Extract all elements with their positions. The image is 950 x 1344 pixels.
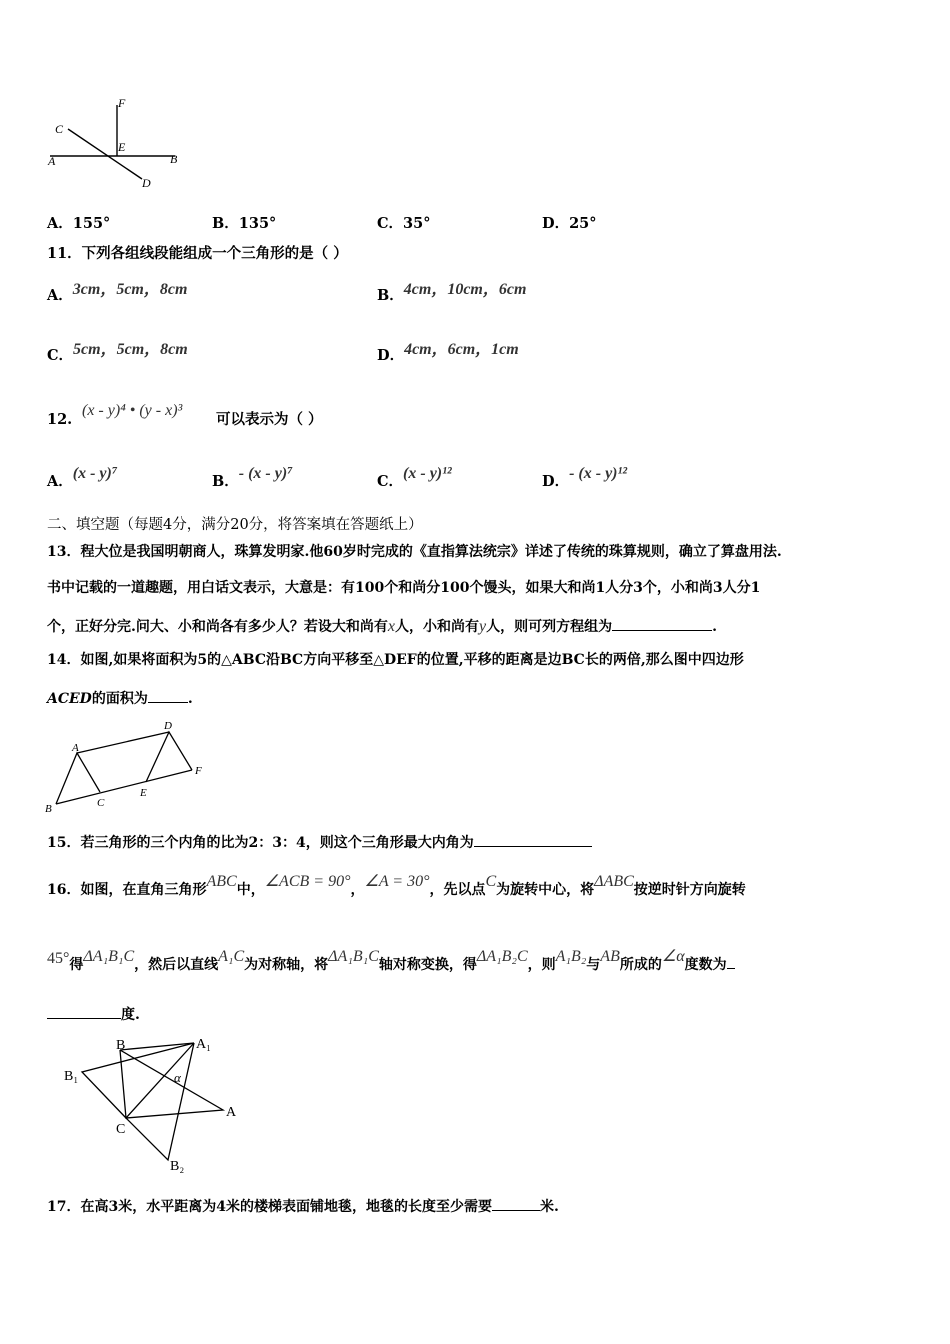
q14-segment-bf bbox=[56, 770, 192, 804]
q16-line1: 16．如图，在直角三角形ABC中，∠ACB = 90°，∠A = 30°，先以点C为旋转中心，将ΔABC按逆时针方向旋转 bbox=[47, 873, 746, 898]
q14-label-f: F bbox=[195, 765, 202, 777]
q14-label-c: C bbox=[97, 797, 105, 809]
q12-num: 12. bbox=[47, 411, 73, 428]
q11-option-a: A．3cm，5cm，8cm bbox=[47, 281, 188, 304]
q11-option-c: C．5cm，5cm，8cm bbox=[47, 341, 188, 364]
q16-label-a1: A₁ bbox=[196, 1037, 211, 1052]
q16-answer-blank-start[interactable] bbox=[727, 954, 735, 969]
q16-label-b2: B₂ bbox=[170, 1159, 185, 1174]
line-cd bbox=[68, 129, 142, 179]
q16-label-b: B bbox=[116, 1038, 126, 1053]
q10-option-a: A．155° bbox=[47, 215, 111, 232]
q14-segment-ad bbox=[77, 732, 169, 753]
q13-line1: 13．程大位是我国明朝商人，珠算发明家.他60岁时完成的《直指算法统宗》详述了传统的珠算规则，确立了算盘用法. bbox=[47, 544, 782, 560]
q14-label-e: E bbox=[140, 787, 147, 799]
label-b: B bbox=[170, 152, 178, 166]
q17-answer-blank[interactable] bbox=[492, 1196, 540, 1211]
q15-answer-blank[interactable] bbox=[474, 832, 592, 847]
label-e: E bbox=[118, 140, 126, 154]
q10-figure bbox=[40, 95, 200, 195]
q14-label-b: B bbox=[45, 803, 52, 815]
q11-option-d: D．4cm，6cm，1cm bbox=[377, 341, 519, 364]
q16-triangle-a1b2c bbox=[126, 1043, 194, 1160]
q12-option-a: A．(x - y)⁷ bbox=[47, 465, 118, 490]
q14-triangle-abc bbox=[56, 753, 100, 804]
label-d: D bbox=[142, 176, 151, 190]
q16-figure bbox=[60, 1030, 250, 1175]
q10-option-b: B．135° bbox=[212, 215, 277, 232]
section-2-heading: 二、填空题（每题4分，满分20分，将答案填在答题纸上） bbox=[47, 517, 423, 533]
q12-expression: (x - y)⁴ • (y - x)³ bbox=[82, 402, 183, 419]
q14-label-d: D bbox=[164, 720, 172, 732]
q16-line2: 45°得ΔA₁B₁C，然后以直线A₁C为对称轴，将ΔA₁B₁C轴对称变换，得ΔA₁B₂C，则A₁B₂与AB所成的∠α度数为 bbox=[47, 954, 735, 975]
q13-answer-blank[interactable] bbox=[612, 616, 712, 631]
label-c: C bbox=[55, 122, 64, 136]
q12-tail: 可以表示为（ ） bbox=[216, 411, 323, 428]
q10-option-c: C．35° bbox=[377, 215, 431, 232]
q16-answer-blank[interactable] bbox=[47, 1004, 121, 1019]
q14-label-a: A bbox=[72, 742, 79, 754]
label-f: F bbox=[118, 96, 126, 110]
q16-label-alpha: α bbox=[174, 1070, 181, 1085]
q10-option-d: D．25° bbox=[542, 215, 597, 232]
q14-line2: ACED的面积为 . bbox=[47, 688, 193, 709]
q11-stem: 11．下列各组线段能组成一个三角形的是（ ） bbox=[47, 245, 348, 262]
q12-option-c: C．(x - y)¹² bbox=[377, 465, 452, 490]
q16-label-b1: B₁ bbox=[64, 1069, 79, 1084]
q14-triangle-def bbox=[146, 732, 192, 782]
q13-line3: 个，正好分完.问大、小和尚各有多少人？若设大和尚有x人，小和尚有y人，则可列方程组为 . bbox=[47, 618, 717, 635]
q17-text: 17．在高3米，水平距离为4米的楼梯表面铺地毯，地毯的长度至少需要 米. bbox=[47, 1196, 559, 1217]
q11-option-b: B．4cm，10cm，6cm bbox=[377, 281, 527, 304]
q16-label-c: C bbox=[116, 1122, 126, 1137]
q15-text: 15．若三角形的三个内角的比为2：3：4，则这个三角形最大内角为 bbox=[47, 832, 592, 853]
q12-option-d: D．- (x - y)¹² bbox=[542, 465, 628, 490]
q14-answer-blank[interactable] bbox=[148, 688, 188, 703]
label-a: A bbox=[48, 154, 56, 168]
q14-line1: 14．如图,如果将面积为5的△ABC沿BC方向平移至△DEF的位置,平移的距离是边BC长的两倍,那么图中四边形 bbox=[47, 652, 744, 668]
q13-line2: 书中记载的一道趣题，用白话文表示，大意是：有100个和尚分100个馒头，如果大和尚1人分3个，小和尚3人分1 bbox=[47, 580, 761, 596]
q16-label-a: A bbox=[226, 1105, 237, 1120]
q16-line3: 度. bbox=[47, 1004, 140, 1025]
q14-figure bbox=[40, 715, 220, 815]
q12-option-b: B．- (x - y)⁷ bbox=[212, 465, 293, 490]
